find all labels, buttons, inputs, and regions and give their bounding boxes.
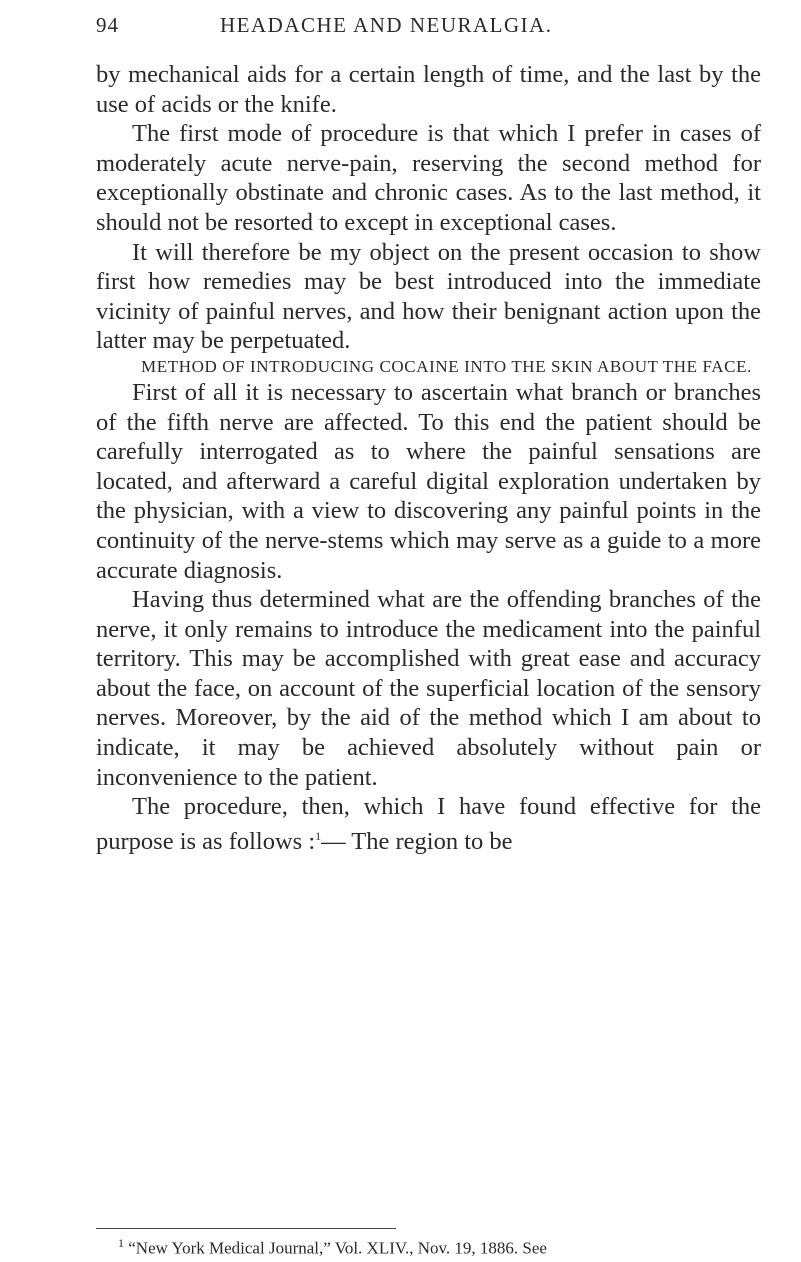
body-text	[96, 60, 761, 857]
paragraph: by mechanical aids for a certain length of time, and the last by the use of acids or the knife.	[96, 61, 761, 118]
paragraph: The first mode of procedure is that which I prefer in cases of moderately acute nerve-pain, reserving the second method for exceptionally obstinate and chronic cases. As to the last method, it should not be resorted to except in exceptional cases.	[96, 120, 761, 236]
footnote-ref: 1	[315, 828, 322, 843]
running-title: HEADACHE AND NEURALGIA.	[220, 13, 553, 37]
paragraph-text: The procedure, then, which I have found effective for the purpose is as follows :	[96, 793, 761, 855]
footnote	[118, 1232, 768, 1260]
paragraph-last	[96, 792, 761, 856]
page-number: 94	[96, 13, 119, 37]
paragraph: First of all it is necessary to ascertain what branch or branches of the fifth nerve are affected. To this end the patient should be carefully interrogated as to where the painful sensations are located, and afterward a careful digital exploration undertaken by the physician, with a view to discovering any painful points in the continuity of the nerve-stems which may serve as a guide to a more accurate diagnosis.	[96, 378, 761, 584]
footnote-rule	[96, 1228, 396, 1229]
section-heading: METHOD OF INTRODUCING COCAINE INTO THE SKIN ABOUT THE FACE.	[141, 356, 752, 376]
paragraph: It will therefore be my object on the present occasion to show first how remedies may be best introduced into the immediate vicinity of painful nerves, and how their benignant action upon the latter may be perpetuated.	[96, 238, 761, 355]
footnote-marker: 1	[118, 1236, 124, 1250]
paragraph-text: — The region to be	[321, 828, 513, 855]
running-head	[0, 0, 801, 40]
footnote-text: “New York Medical Journal,” Vol. XLIV., Nov. 19, 1886. See	[128, 1238, 547, 1258]
paragraph: Having thus determined what are the offending branches of the nerve, it only remains to introduce the medicament into the painful territory. This may be accomplished with great ease and accuracy about the face, on account of the superficial location of the sensory nerves. Moreover, by the aid of the method which I am about to indicate, it may be achieved absolutely without pain or inconvenience to the patient.	[96, 586, 761, 791]
